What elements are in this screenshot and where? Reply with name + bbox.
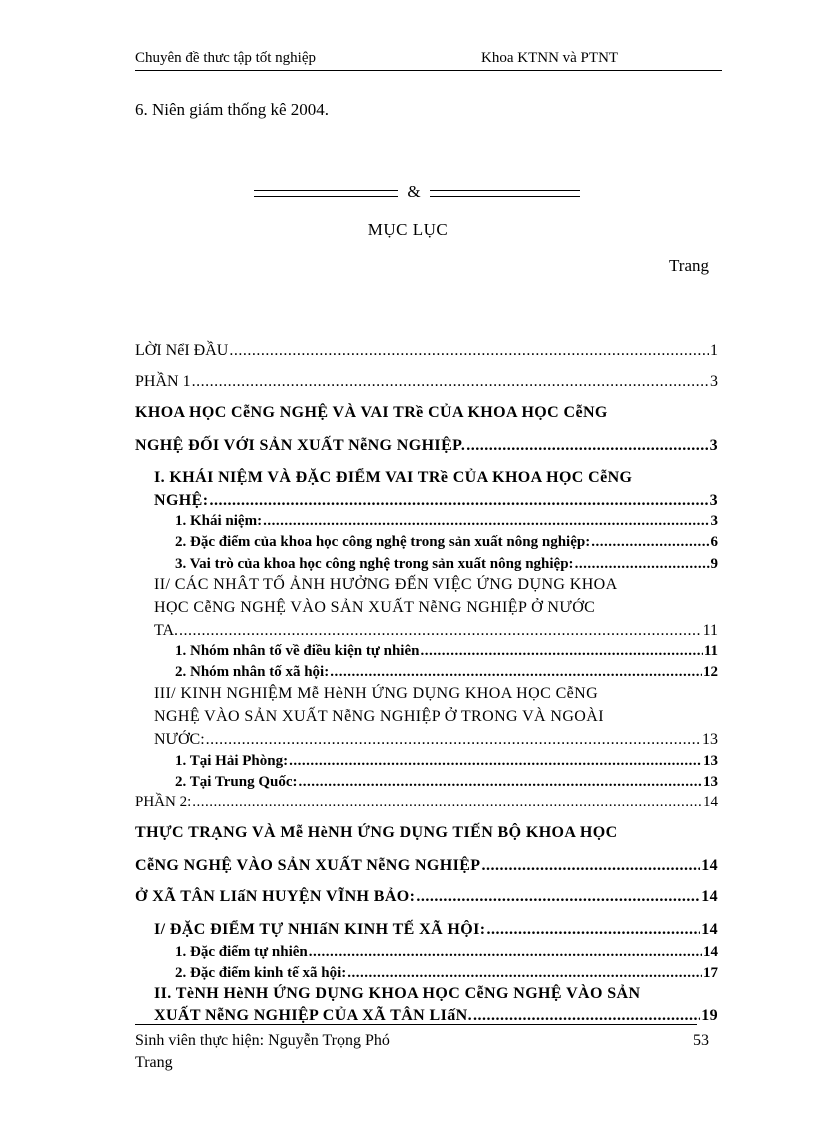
toc-entry[interactable]: 2. Đặc điểm kinh tế xã hội: ..... 17	[175, 965, 718, 982]
footer-student: Sinh viên thực hiện: Nguyễn Trọng Phó	[135, 1032, 390, 1049]
toc-entry[interactable]: 2. Tại Trung Quốc: ..... 13	[175, 774, 718, 791]
footer-student-cont: Trang	[135, 1054, 173, 1071]
toc-entry[interactable]: 1. Đặc điểm tự nhiên ..... 14	[175, 944, 718, 961]
toc-entry[interactable]: Ở XÃ TÂN LIấN HUYỆN VĨNH BẢO: ..... 14	[135, 888, 718, 906]
toc-entry[interactable]: 2. Đặc điểm của khoa học công nghệ trong sản xuất nông nghiệp: ..... 6	[175, 534, 718, 551]
toc-entry-line: III/ KINH NGHIỆM Mễ HèNH ỨNG DỤNG KHOA HỌC CễNG	[154, 685, 599, 702]
reference-item: 6. Niên giám thống kê 2004.	[135, 100, 330, 119]
toc-entry[interactable]: NGHỆ ĐỐI VỚI SẢN XUẤT NễNG NGHIỆP. ..... 3	[135, 437, 718, 455]
toc-entry[interactable]: XUẤT NễNG NGHIỆP CỦA XÃ TÂN LIấN. ..... 19	[154, 1007, 718, 1025]
toc-entry-line: HỌC CễNG NGHỆ VÀO SẢN XUẤT NễNG NGHIỆP Ở NƯỚC	[154, 599, 596, 616]
toc-entry[interactable]: I/ ĐẶC ĐIỂM TỰ NHIấN KINH TẾ XÃ HỘI: ..... 14	[154, 921, 718, 939]
separator-line-left	[254, 190, 398, 197]
toc-entry[interactable]: 1. Khái niệm: ..... 3	[175, 513, 718, 530]
separator-line-right	[430, 190, 580, 197]
toc-entry[interactable]: NGHỆ: ..... 3	[154, 492, 718, 510]
toc-entry[interactable]: 3. Vai trò của khoa học công nghệ trong sản xuất nông nghiệp: ..... 9	[175, 556, 718, 573]
decorative-separator	[254, 182, 580, 206]
page-header	[135, 48, 722, 71]
footer-page-number: 53	[693, 1032, 709, 1049]
toc-entry[interactable]: 2. Nhóm nhân tố xã hội: ..... 12	[175, 664, 718, 681]
toc-entry-line: NGHỆ VÀO SẢN XUẤT NễNG NGHIỆP Ở TRONG VÀ NGOÀI	[154, 708, 604, 725]
toc-entry-line: I. KHÁI NIỆM VÀ ĐẶC ĐIỂM VAI TRề CỦA KHOA HỌC CễNG	[154, 469, 633, 486]
toc-entry[interactable]: CễNG NGHỆ VÀO SẢN XUẤT NễNG NGHIỆP ..... 14	[135, 857, 718, 875]
toc-entry[interactable]: TA. ..... 11	[154, 622, 718, 640]
toc-entry[interactable]: LỜI NểI ĐẦU ..... 1	[135, 342, 718, 360]
toc-title: MỤC LỤC	[367, 220, 449, 239]
toc-entry-line: THỰC TRẠNG VÀ Mễ HèNH ỨNG DỤNG TIẾN BỘ KHOA HỌC	[135, 824, 618, 841]
toc-entry[interactable]: 1. Nhóm nhân tố về điều kiện tự nhiên ..... 11	[175, 643, 718, 660]
separator-symbol: &	[407, 182, 421, 201]
toc-entry[interactable]: 1. Tại Hải Phòng: ..... 13	[175, 753, 718, 770]
footer-rule	[135, 1024, 697, 1025]
toc-entry[interactable]: NƯỚC: ..... 13	[154, 731, 718, 749]
toc-entry[interactable]: PHẦN 2: ..... 14	[135, 794, 718, 811]
toc-entry-line: II/ CÁC NHÂT TỐ ẢNH HƯỞNG ĐẾN VIỆC ỨNG DỤNG KHOA	[154, 576, 618, 593]
header-thesis-title: Chuyên đề thưc tập tốt nghiệp	[135, 50, 317, 66]
toc-entry-line: KHOA HỌC CễNG NGHỆ VÀ VAI TRề CỦA KHOA HỌC CễNG	[135, 404, 608, 421]
header-faculty: Khoa KTNN và PTNT	[481, 50, 619, 66]
toc-entry[interactable]: PHẦN 1 ..... 3	[135, 373, 718, 391]
toc-entry-line: II. TèNH HèNH ỨNG DỤNG KHOA HỌC CễNG NGHỆ VÀO SẢN	[154, 985, 641, 1002]
page-column-label: Trang	[669, 256, 709, 275]
